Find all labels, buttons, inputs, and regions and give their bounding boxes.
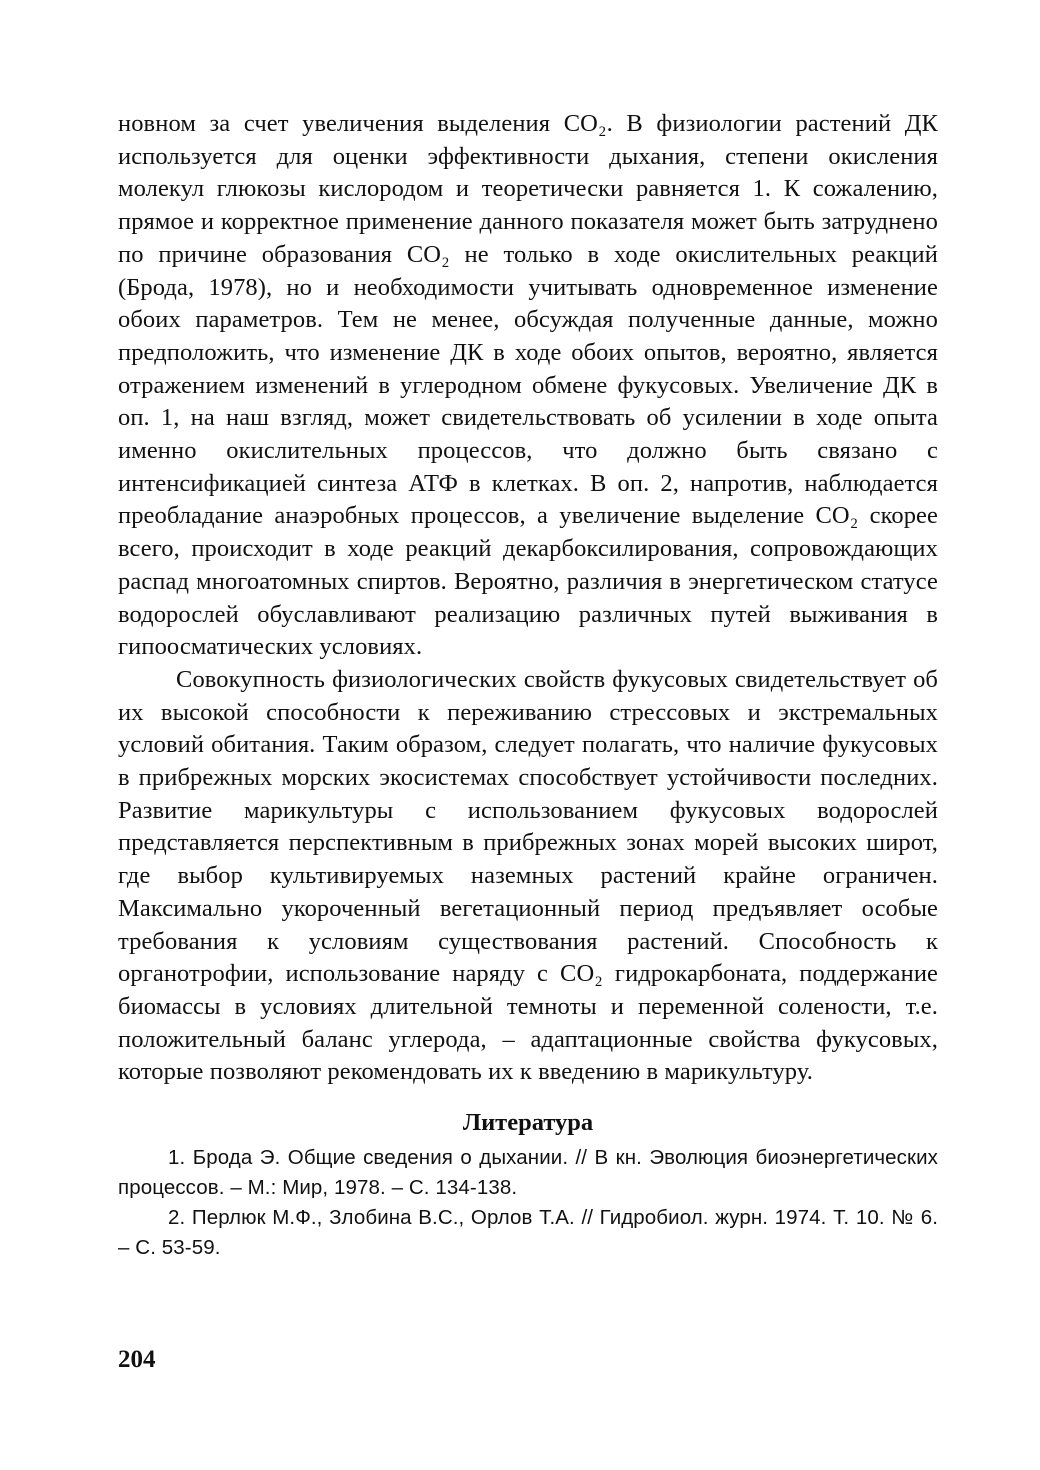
- paragraph-2: Совокупность физиологических свойств фукусовых свидетельствует об их высокой способности к переживанию стрессовых и экстремальных условий обитания. Таким образом, следует полагать, что наличие фукусовых в прибрежных морских экосистемах способствует устойчивости последних. Развитие марикультуры с использованием фукусовых водорослей представляется перспективным в прибрежных зонах морей высоких широт, где выбор культивируемых наземных растений крайне ограничен. Максимально укороченный вегетационный период предъявляет особые требования к условиям существования растений. Способность к органотрофии, использование наряду с СО₂ гидрокарбоната, поддержание биомассы в условиях длительной темноты и переменной солености, т.е. положительный баланс углерода, – адаптационные свойства фукусовых, которые позволяют рекомендовать их к введению в марикультуру.: [118, 665, 938, 1086]
- page-content: [118, 108, 938, 1263]
- page-number: 204: [118, 1346, 156, 1373]
- paragraph-1: новном за счет увеличения выделения СО₂. В физиологии растений ДК используется для оценки эффективности дыхания, степени окисления молекул глюкозы кислородом и теоретически равняется 1. К сожалению, прямое и корректное применение данного показателя может быть затруднено по причине образования СО₂ не только в ходе окислительных реакций (Брода, 1978), но и необходимости учитывать одновременное изменение обоих параметров. Тем не менее, обсуждая полученные данные, можно предположить, что изменение ДК в ходе обоих опытов, вероятно, является отражением изменений в углеродном обмене фукусовых. Увеличение ДК в оп. 1, на наш взгляд, может свидетельствовать об усилении в ходе опыта именно окислительных процессов, что должно быть связано с интенсификацией синтеза АТФ в клетках. В оп. 2, напротив, наблюдается преобладание анаэробных процессов, а увеличение выделение СО₂ скорее всего, происходит в ходе реакций декарбоксилирования, сопровождающих распад многоатомных спиртов. Вероятно, различия в энергетическом статусе водорослей обуславливают реализацию различных путей выживания в гипоосматических условиях.: [118, 110, 938, 661]
- references-list: [118, 1143, 938, 1263]
- reference-item: 2. Перлюк М.Ф., Злобина В.С., Орлов Т.А. // Гидробиол. журн. 1974. Т. 10. № 6. – С. 53-59.: [118, 1206, 938, 1260]
- body-text: [118, 108, 938, 1089]
- references-heading: Литература: [462, 1109, 594, 1137]
- reference-item: 1. Брода Э. Общие сведения о дыхании. // В кн. Эволюция биоэнергетических процессов. – М.: Мир, 1978. – С. 134-138.: [118, 1146, 938, 1200]
